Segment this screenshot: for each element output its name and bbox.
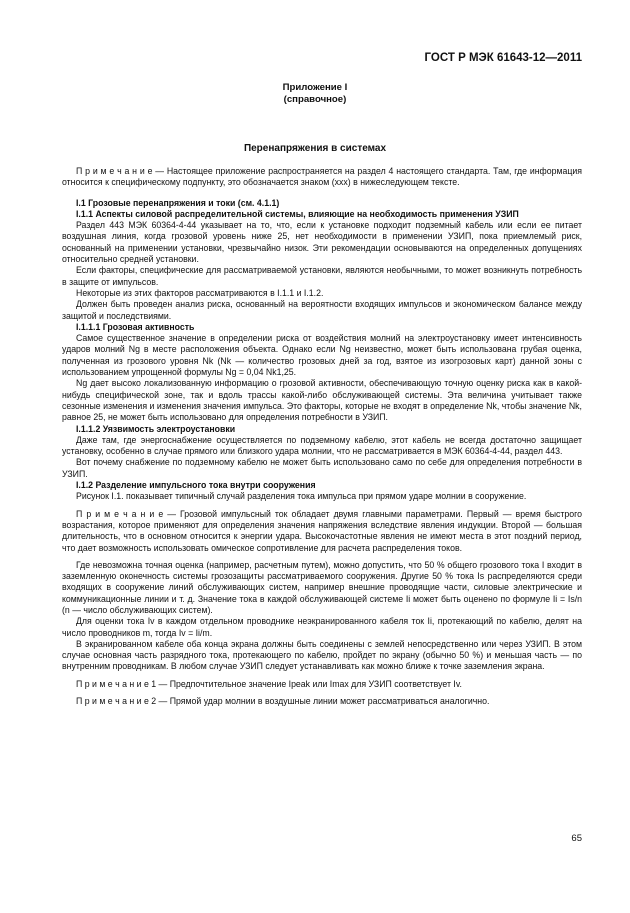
paragraph: Ng дает высоко локализованную информацию о грозовой активности, обеспечивающую точную оценку риска как в какой-нибудь специфической зоне, так и вдоль трассы какой-либо обслуживающей системы. Эта величина учитывает также сезонные изменения и изменения значения импульса. Это факторы, которые не входят в определение Nk, чтобы значение Nk, равное 25, не может быть использовано для определения потребности в УЗИП. — [62, 378, 582, 423]
appendix-label: Приложение I — [282, 82, 348, 93]
heading-i11: I.1.1 Аспекты силовой распределительной системы, влияющие на необходимость применения УЗИП — [76, 208, 519, 219]
paragraph: Раздел 443 МЭК 60364-4-44 указывает на то, что, если к установке подходит подземный кабель или если ее питает воздушная линия, когда грозовой уровень ниже 25, нет необходимости в применении УЗИП, пока приемлемый риск, основанный на применении установки, чрезвычайно низок. Эти рекомендации основываются на определенных допущениях относительно средней установки. — [62, 220, 582, 265]
appendix-heading — [0, 82, 630, 106]
body-text — [62, 166, 582, 707]
note-2: П р и м е ч а н и е 2 — Прямой удар молнии в воздушные линии может рассматриваться аналогично. — [76, 696, 490, 707]
paragraph: Если факторы, специфические для рассматриваемой установки, являются необычными, то может возникнуть потребность в защите от импульсов. — [62, 265, 582, 287]
heading-i112: I.1.1.2 Уязвимость электроустановки — [76, 423, 236, 434]
intro-note: П р и м е ч а н и е — Настоящее приложение распространяется на раздел 4 настоящего стандарта. Там, где информация относится к специфическому подпункту, это обозначается знаком (ххх) в нижеследующем тексте. — [62, 166, 582, 188]
paragraph: Должен быть проведен анализ риска, основанный на вероятности входящих импульсов и экономическом балансе между защитой и последствиями. — [62, 299, 582, 321]
heading-i12: I.1.2 Разделение импульсного тока внутри сооружения — [76, 480, 316, 491]
paragraph: Для оценки тока Iv в каждом отдельном проводнике неэкранированного кабеля ток Ii, протекающий по кабелю, делят на число проводников m, тогда Iv = Ii/m. — [62, 616, 582, 638]
appendix-status: (справочное) — [283, 94, 347, 105]
note-1: П р и м е ч а н и е 1 — Предпочтительное значение Ipeak или Imax для УЗИП соответствует Iv. — [76, 678, 462, 689]
paragraph: Некоторые из этих факторов рассматриваются в I.1.1 и I.1.2. — [76, 287, 324, 298]
heading-i111: I.1.1.1 Грозовая активность — [76, 321, 195, 332]
paragraph: Вот почему снабжение по подземному кабелю не может быть использовано само по себе для определения потребности в УЗИП. — [62, 457, 582, 479]
paragraph: Рисунок I.1. показывает типичный случай разделения тока импульса при прямом ударе молнии в сооружение. — [76, 491, 527, 502]
paragraph: В экранированном кабеле оба конца экрана должны быть соединены с землей непосредственно или через УЗИП. В этом случае основная часть разрядного тока, протекающего по кабелю, пройдет по экрану (обычно 50 %) и меньшая часть — по внутренним проводникам. В любом случае УЗИП следует устанавливать как можно ближе к точке заземления экрана. — [62, 638, 582, 672]
document-header: ГОСТ Р МЭК 61643-12—2011 — [424, 52, 582, 64]
paragraph: Где невозможна точная оценка (например, расчетным путем), можно допустить, что 50 % общего грозового тока I входит в заземленную оконечность системы грозозащиты рассматриваемого сооружения. Другие 50 % тока Is распределяются среди входящих в сооружение линий обслуживающих систем, например внешние проводящие части, силовые электрические и коммуникационные линии и т. д. Значение тока в каждой обслуживающей системе Ii может быть оценено по формуле Ii = Is/n (n — число обслуживающих систем). — [62, 559, 582, 615]
section-title: Перенапряжения в системах — [243, 143, 387, 154]
note-paragraph: П р и м е ч а н и е — Грозовой импульсный ток обладает двумя главными параметрами. Первый — время быстрого возрастания, которое применяют для определения значения напряжения вследствие явления индукции. Второй — большая длительность, что в основном относится к энергии удара. Высокочастотные явления не имеют места в этот поздний период, что дает возможность использовать омическое сопротивление для расчета распределения токов. — [62, 508, 582, 553]
paragraph: Самое существенное значение в определении риска от воздействия молний на электроустановку имеет интенсивность ударов молний Ng в месте расположения объекта. Однако если Ng неизвестно, может быть использована грубая оценка, полученная из грозового уровня Nk (Nk — количество грозовых дней за год, взятое из изогрозовых карт) данной зоны с использованием упрощенной формулы Ng = 0,04 Nk1,25. — [62, 333, 582, 378]
paragraph: Даже там, где энергоснабжение осуществляется по подземному кабелю, этот кабель не всегда достаточно защищает установку, особенно в случае прямого или близкого удара молнии, что не рассматривается в МЭК 60364-4-44, раздел 443. — [62, 434, 582, 457]
heading-i1: I.1 Грозовые перенапряжения и токи (см. 4.1.1) — [76, 197, 280, 208]
page-number: 65 — [571, 833, 582, 844]
